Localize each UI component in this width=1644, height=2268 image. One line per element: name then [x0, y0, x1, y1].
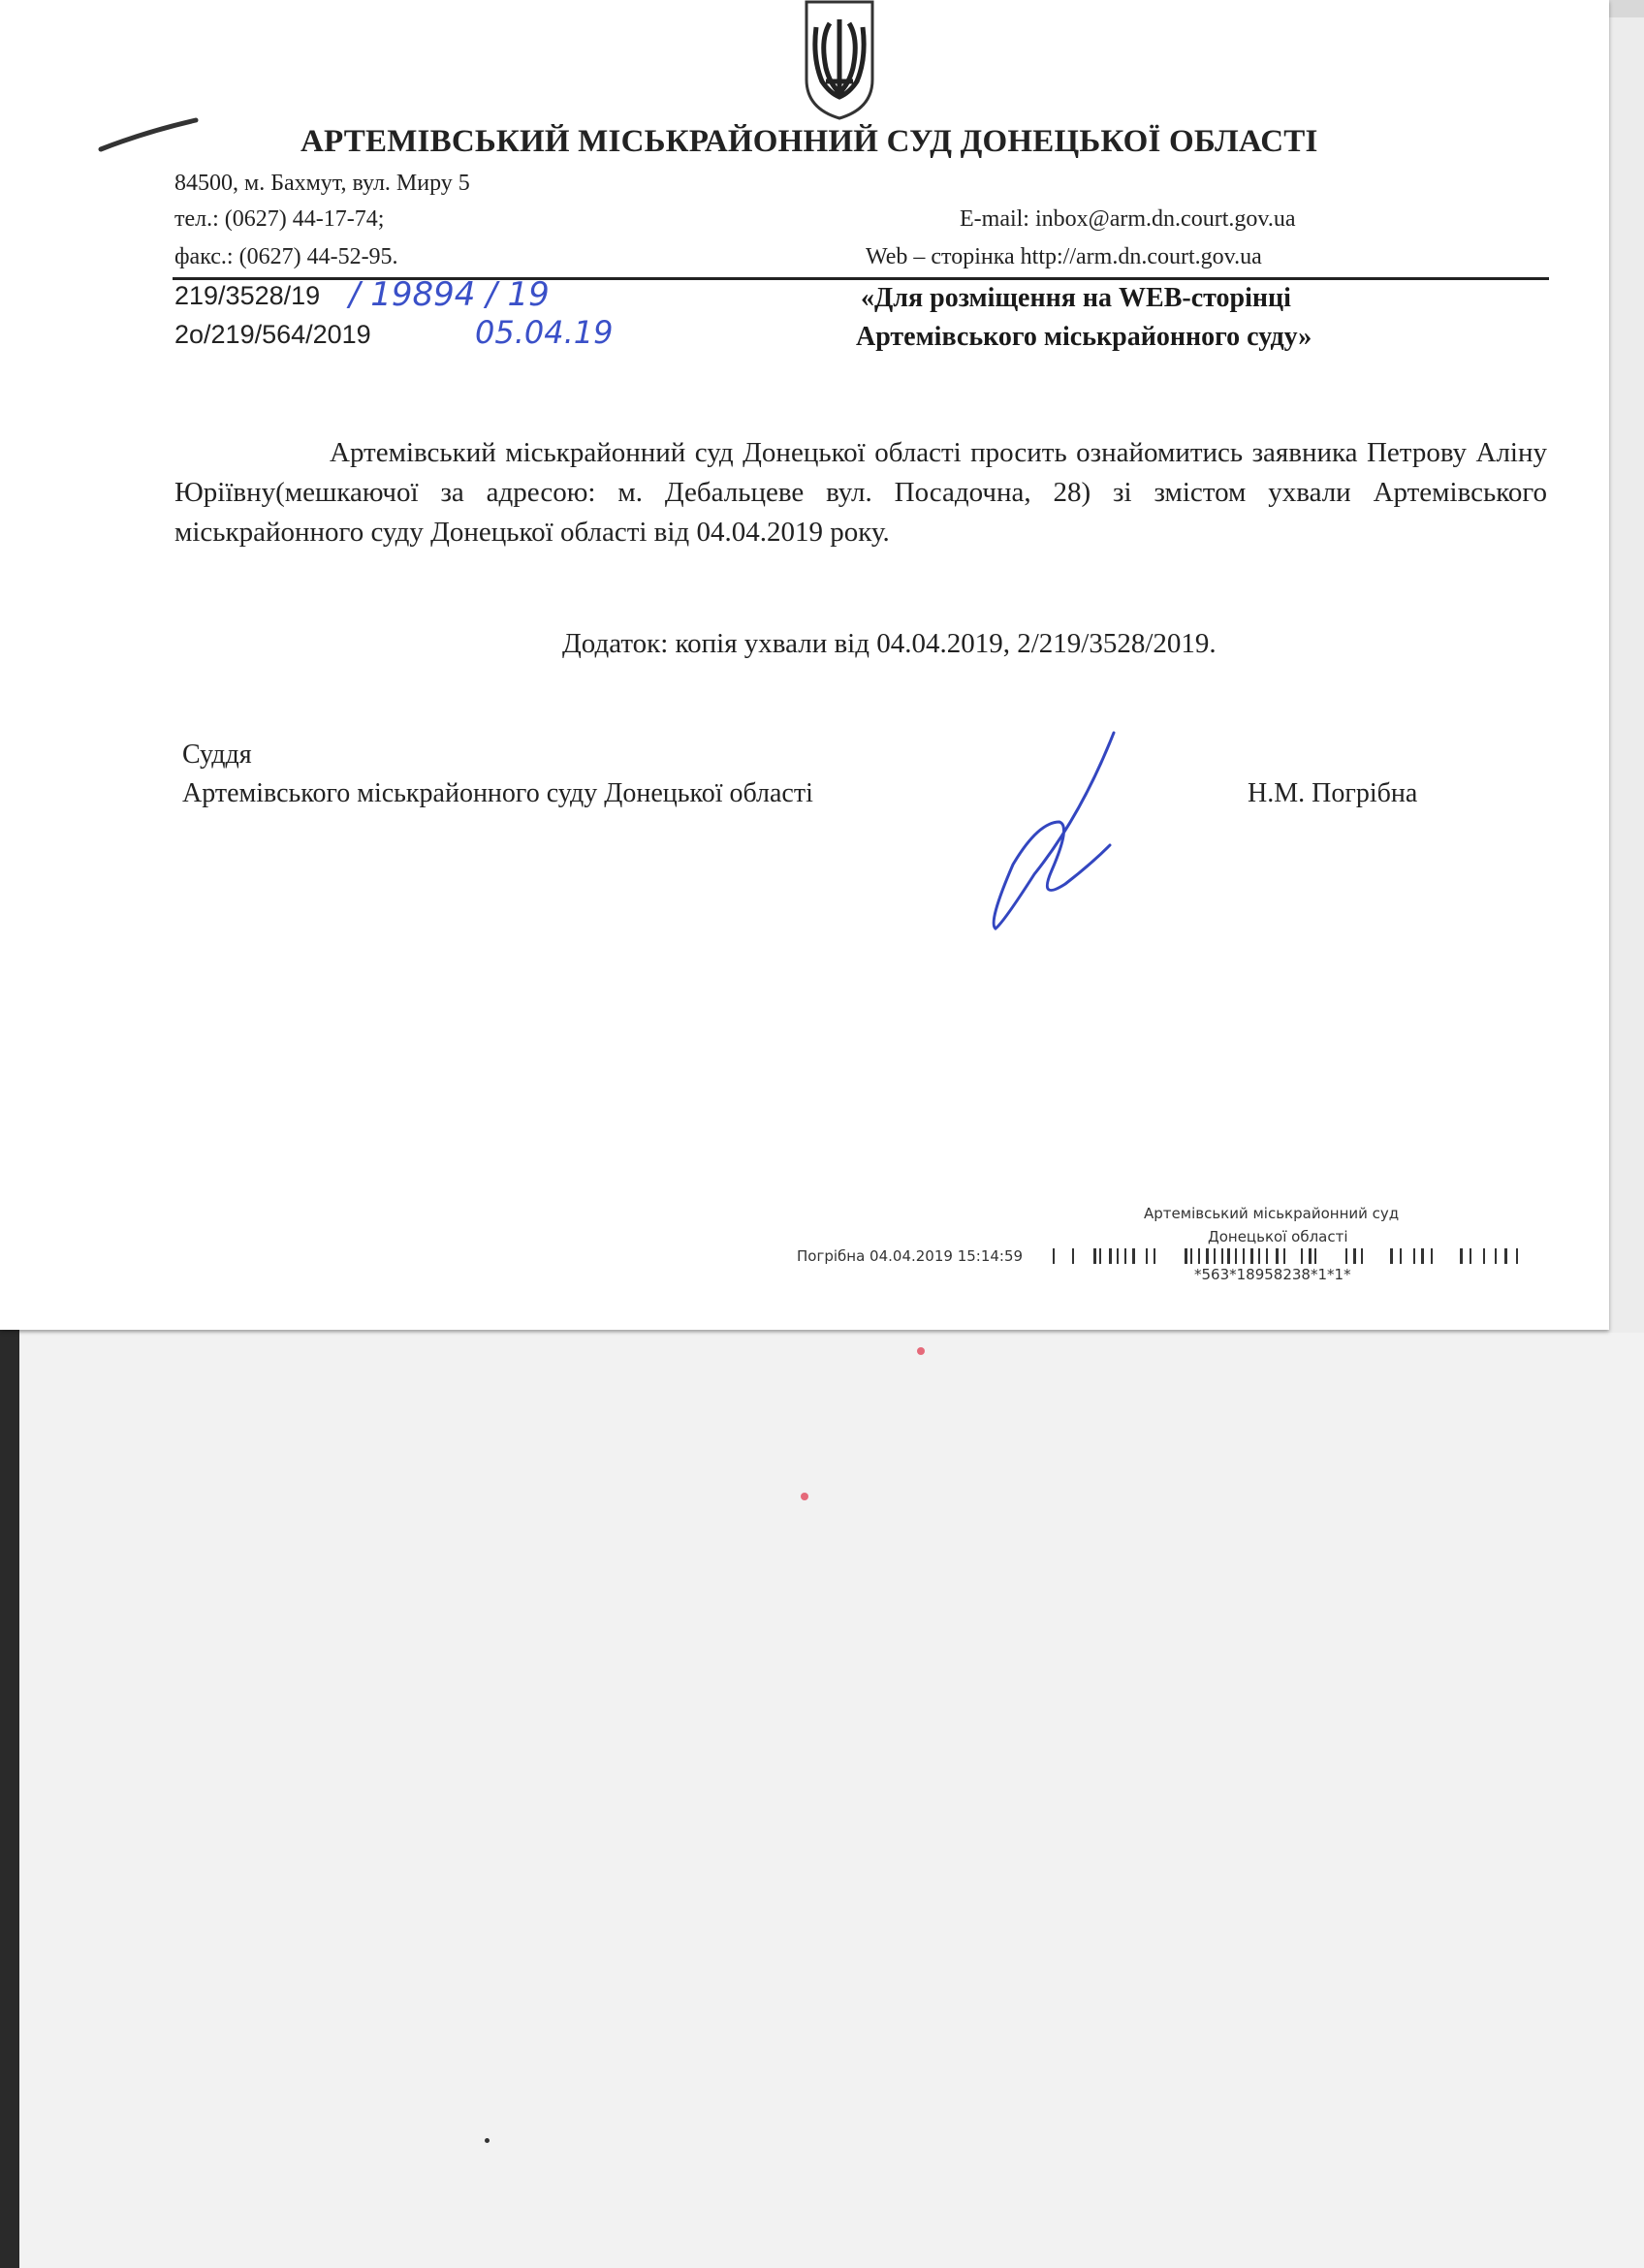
scan-speck: [485, 2138, 490, 2143]
scan-speck: [917, 1347, 925, 1355]
scan-left-edge-lower: [0, 1328, 19, 2268]
signer-court: Артемівського міськрайонного суду Донецької області: [182, 778, 813, 808]
signer-role: Суддя: [182, 740, 252, 770]
lower-page-area: [19, 1333, 1644, 2268]
handwritten-date: 05.04.19: [475, 314, 614, 351]
pen-mark: [97, 116, 204, 155]
handwritten-signature: [984, 729, 1129, 937]
court-phone: тел.: (0627) 44-17-74;: [174, 206, 385, 232]
court-title: АРТЕМІВСЬКИЙ МІСЬКРАЙОННИЙ СУД ДОНЕЦЬКОЇ ОБЛАСТІ: [300, 124, 1318, 159]
letter-paragraph: Артемівський міськрайонний суд Донецької області просить ознайомитись заявника Петрову Аліну Юріївну(мешкаючої за адресою: м. Дебальцеве вул. Посадочна, 28) зі змістом ухвали Артемівського міськрайонного суду Донецької області від 04.04.2019 року.: [174, 437, 1547, 548]
court-fax: факс.: (0627) 44-52-95.: [174, 244, 398, 269]
web-publication-note-court: Артемівського міськрайонного суду»: [856, 322, 1312, 352]
court-website: Web – сторінка http://arm.dn.court.gov.ua: [866, 244, 1262, 269]
barcode-number: *563*18958238*1*1*: [1194, 1266, 1351, 1283]
handwritten-registration: / 19894 / 19: [349, 275, 550, 314]
e-stamp-signer-time: Погрібна 04.04.2019 15:14:59: [797, 1247, 1024, 1265]
e-stamp-court: Артемівський міськрайонний суд: [1144, 1205, 1400, 1222]
letter-body: [174, 433, 1547, 552]
coat-of-arms-icon: [801, 0, 878, 120]
barcode: [1053, 1246, 1520, 1266]
scan-speck: [801, 1493, 808, 1500]
court-email: E-mail: inbox@arm.dn.court.gov.ua: [960, 206, 1296, 232]
court-address: 84500, м. Бахмут, вул. Миру 5: [174, 171, 470, 196]
attachment-line: Додаток: копія ухвали від 04.04.2019, 2/219/3528/2019.: [562, 628, 1217, 659]
case-number: 219/3528/19: [174, 281, 321, 310]
e-stamp-region: Донецької області: [1208, 1228, 1348, 1245]
judge-name: Н.М. Погрібна: [1248, 778, 1418, 808]
web-publication-note: «Для розміщення на WEB-сторінці: [861, 283, 1291, 313]
proceeding-number: 2о/219/564/2019: [174, 320, 371, 349]
